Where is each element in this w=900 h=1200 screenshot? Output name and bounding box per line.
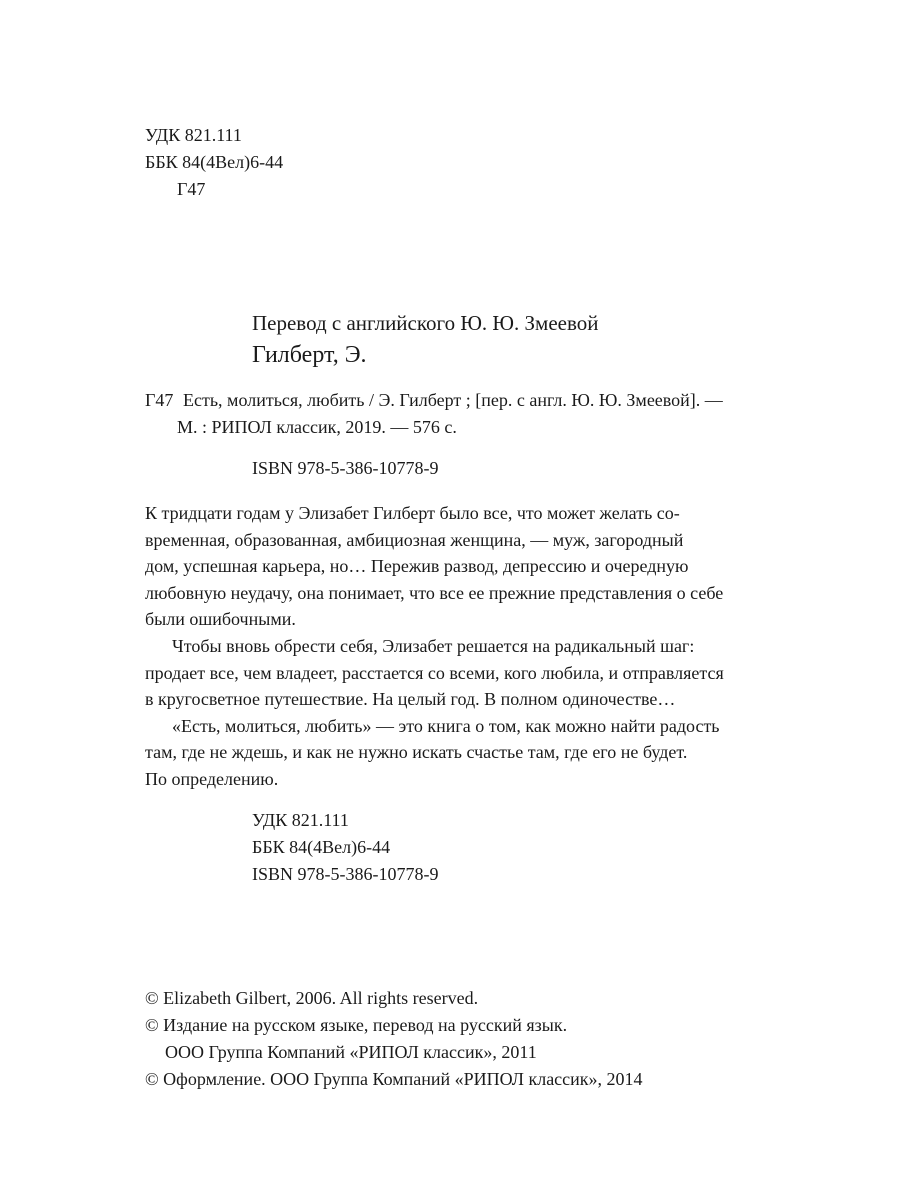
annotation-line: «Есть, молиться, любить» — это книга о том, как можно найти радость — [172, 715, 720, 736]
annotation-line: продает все, чем владеет, расстается со всеми, кого любила, и отправляется — [145, 662, 724, 683]
annotation-line: Чтобы вновь обрести себя, Элизабет решается на радикальный шаг: — [172, 635, 695, 656]
annotation-line: в кругосветное путешествие. На целый год. В полном одиночестве… — [145, 689, 676, 710]
annotation-line: любовную неудачу, она понимает, что все ее прежние представления о себе — [145, 582, 724, 603]
copyright-block — [145, 985, 643, 1093]
annotation-line: там, где не ждешь, и как не нужно искать счастье там, где его не будет. — [145, 742, 688, 763]
isbn: ISBN 978-5-386-10778-9 — [252, 458, 439, 478]
annotation-line: временная, образованная, амбициозная женщина, — муж, загородный — [145, 529, 684, 550]
catalog-line-1: Есть, молиться, любить / Э. Гилберт ; [пер. с англ. Ю. Ю. Змеевой]. — — [183, 390, 723, 410]
copyright-line-edition: © Издание на русском языке, перевод на русский язык. — [145, 1015, 568, 1035]
bbk-index: ББК 84(4Вел)6-44 — [145, 152, 284, 172]
copyright-line-original: © Elizabeth Gilbert, 2006. All rights reserved. — [145, 988, 479, 1008]
annotation-line: По определению. — [145, 768, 279, 789]
udk-index-bottom: УДК 821.111 — [252, 810, 349, 830]
isbn-bottom: ISBN 978-5-386-10778-9 — [252, 864, 439, 884]
bbk-index-bottom: ББК 84(4Вел)6-44 — [252, 837, 391, 857]
annotation-line: дом, успешная карьера, но… Пережив развод, депрессию и очередную — [145, 556, 689, 577]
copyright-line-publisher: ООО Группа Компаний «РИПОЛ классик», 2011 — [165, 1042, 537, 1062]
catalog-record — [145, 387, 723, 441]
annotation — [145, 500, 745, 793]
author-mark: Г47 — [177, 179, 206, 199]
author-heading: Гилберт, Э. — [252, 342, 367, 368]
catalog-line-2: М. : РИПОЛ классик, 2019. — 576 с. — [177, 417, 457, 437]
annotation-line: были ошибочными. — [145, 609, 296, 630]
copyright-line-design: © Оформление. ООО Группа Компаний «РИПОЛ классик», 2014 — [145, 1069, 643, 1089]
udk-index: УДК 821.111 — [145, 125, 242, 145]
bottom-classification-indexes — [252, 807, 439, 888]
top-classification-indexes — [145, 122, 283, 203]
translator-credit: Перевод с английского Ю. Ю. Змеевой — [252, 311, 599, 335]
annotation-line: К тридцати годам у Элизабет Гилберт было все, что может желать со- — [145, 503, 680, 523]
catalog-author-mark: Г47 — [145, 390, 174, 410]
